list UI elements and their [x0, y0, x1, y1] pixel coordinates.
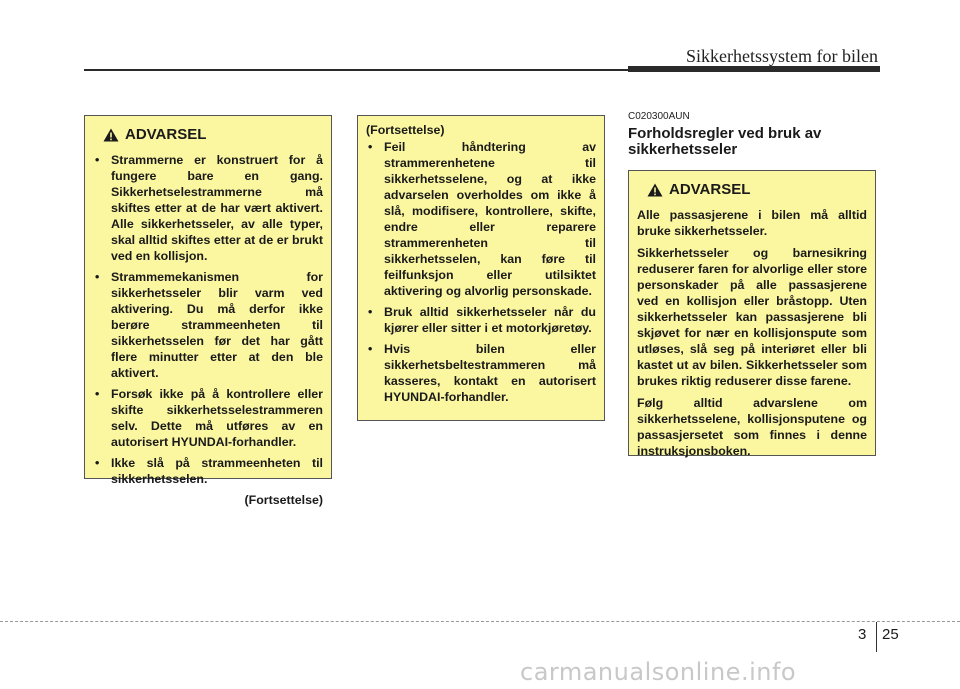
- warning-heading-text: ADVARSEL: [669, 181, 751, 198]
- warning-paragraph: Følg alltid advarslene om sikkerhetsselene, kollisjonsputene og passasjersetet som finnes i denne instruksjonsboken.: [637, 396, 867, 458]
- running-header: Sikkerhetssystem for bilen: [686, 46, 878, 66]
- list-item: • Ikke slå på strammeenheten til sikkerhetsselen.: [93, 455, 323, 487]
- warning-triangle-icon: [647, 183, 663, 197]
- warning-list: [366, 139, 596, 405]
- warning-list: [93, 152, 323, 487]
- warning-box-3: [628, 170, 876, 456]
- warning-heading-text: ADVARSEL: [125, 126, 207, 143]
- warning-paragraph: Alle passasjerene i bilen må alltid bruke sikkerhetsseler.: [637, 208, 867, 238]
- page-number-separator: [876, 622, 877, 652]
- footer-rule: [0, 621, 960, 622]
- warning-heading: [93, 126, 323, 144]
- list-item: • Strammerne er konstruert for å fungere bare en gang. Sikkerhetselestrammerne må skiftes etter at de har vært aktivert. Alle sikkerhetsseler, av alle typer, skal alltid skiftes etter at de er brukt ved en kollisjon.: [93, 152, 323, 264]
- warning-box-2: [357, 115, 605, 421]
- warning-triangle-icon: [103, 128, 119, 142]
- continued-label: (Fortsettelse): [244, 493, 323, 507]
- chapter-number: 3: [858, 626, 867, 643]
- section-code: C020300AUN: [628, 111, 690, 122]
- list-item: • Forsøk ikke på å kontrollere eller skifte sikkerhetsselestrammeren selv. Dette må utføres av en autorisert HYUNDAI-forhandler.: [93, 386, 323, 450]
- continued-label: (Fortsettelse): [366, 123, 445, 137]
- warning-paragraph: Sikkerhetsseler og barnesikring reduserer faren for alvorlige eller store personskader på alle passasjerene ved en kollisjon eller bråstopp. Uten sikkerhetsseler kan passasjerene bli skjøvet for nær en kollisjonspute som utløses, slå seg på interiøret eller bli kastet ut av bilen. Sikkerhetsseler som brukes riktig reduserer disse farene.: [637, 246, 867, 388]
- section-title: Forholdsregler ved bruk av sikkerhetsseler: [628, 125, 822, 158]
- watermark: carmanualsonline.info: [520, 658, 797, 686]
- list-item: • Strammemekanismen for sikkerhetsseler blir varm ved aktivering. Du må derfor ikke berøre strammeenheten til sikkerhetsselen før det har gått flere minutter etter at den ble aktivert.: [93, 269, 323, 381]
- warning-box-1: [84, 115, 332, 507]
- header-rule-accent: [628, 66, 880, 72]
- list-item: • Feil håndtering av strammerenhetene til sikkerhetsselene, og at ikke advarselen overholdes om ikke å slå, modifisere, kontrollere, skifte, endre eller reparere strammerenheten til sikkerhetsselen, kan føre til feilfunksjon eller utilsiktet aktivering og alvorlig personskade.: [366, 139, 596, 299]
- list-item: • Hvis bilen eller sikkerhetsbeltestrammeren må kasseres, kontakt en autorisert HYUNDAI-forhandler.: [366, 341, 596, 405]
- warning-heading: [637, 181, 867, 199]
- page-number: 25: [882, 626, 899, 643]
- list-item: • Bruk alltid sikkerhetsseler når du kjører eller sitter i et motorkjøretøy.: [366, 304, 596, 336]
